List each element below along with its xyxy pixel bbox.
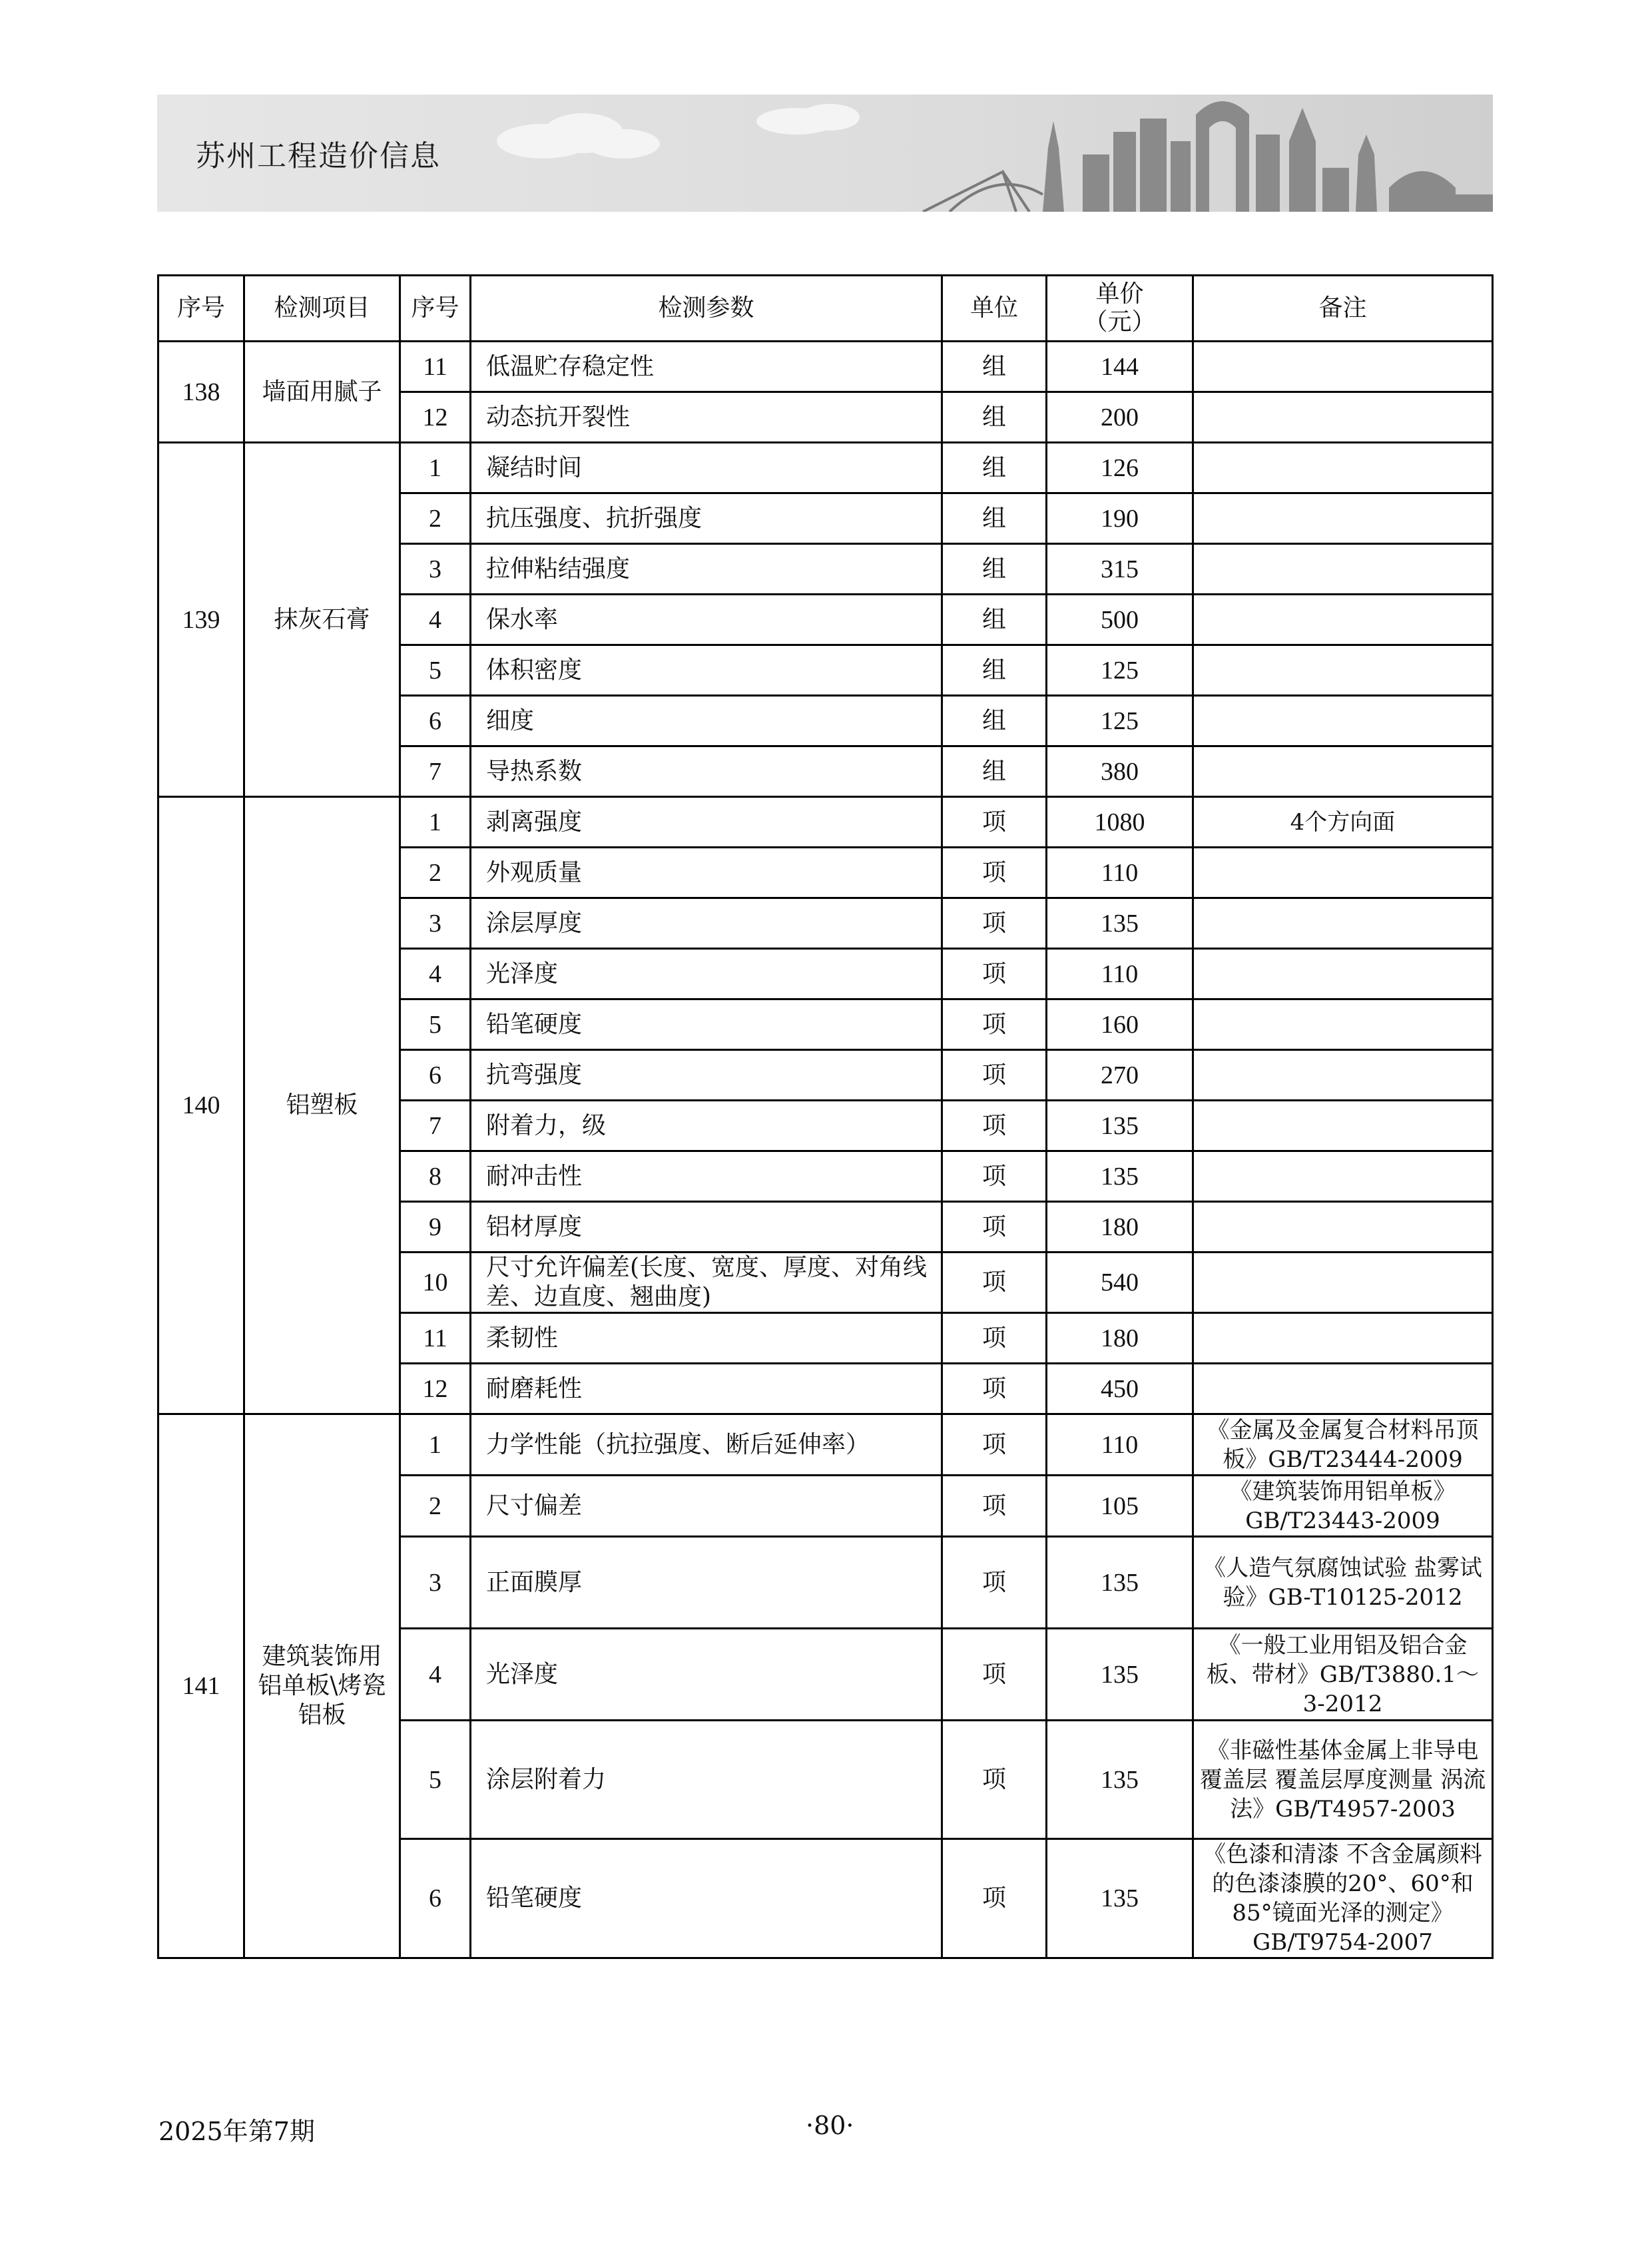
unit-cell: 项 [942,1476,1047,1537]
note-cell [1193,746,1493,797]
sub-serial: 4 [400,949,471,999]
sub-serial: 3 [400,898,471,949]
price-cell: 110 [1047,1414,1193,1476]
unit-cell: 项 [942,1629,1047,1721]
price-cell: 180 [1047,1202,1193,1253]
unit-cell: 组 [942,443,1047,493]
unit-cell: 项 [942,1202,1047,1253]
note-cell [1193,544,1493,595]
price-cell: 144 [1047,342,1193,392]
header-banner [157,95,1493,212]
param-cell: 柔韧性 [471,1313,942,1364]
param-cell: 正面膜厚 [471,1537,942,1629]
param-cell: 铅笔硬度 [471,999,942,1050]
col-price-line2: （元） [1083,308,1156,336]
note-cell [1193,999,1493,1050]
price-cell: 200 [1047,392,1193,443]
price-cell: 125 [1047,645,1193,696]
note-cell [1193,848,1493,898]
table-row [158,443,1493,493]
price-cell: 160 [1047,999,1193,1050]
note-cell [1193,595,1493,645]
price-cell: 1080 [1047,797,1193,848]
param-cell: 尺寸允许偏差(长度、宽度、厚度、对角线差、边直度、翘曲度) [471,1253,942,1313]
sub-serial: 6 [400,1839,471,1958]
group-serial: 138 [158,342,244,443]
unit-cell: 项 [942,797,1047,848]
note-cell [1193,1050,1493,1101]
col-note: 备注 [1193,276,1493,342]
sub-serial: 1 [400,443,471,493]
note-cell [1193,1101,1493,1151]
param-cell: 导热系数 [471,746,942,797]
param-cell: 涂层厚度 [471,898,942,949]
price-cell: 135 [1047,1151,1193,1202]
param-cell: 涂层附着力 [471,1721,942,1839]
price-cell: 540 [1047,1253,1193,1313]
unit-cell: 项 [942,1253,1047,1313]
param-cell: 体积密度 [471,645,942,696]
price-cell: 135 [1047,1629,1193,1721]
sub-serial: 1 [400,1414,471,1476]
group-serial: 141 [158,1414,244,1958]
note-cell [1193,696,1493,746]
sub-serial: 4 [400,595,471,645]
price-cell: 126 [1047,443,1193,493]
price-cell: 135 [1047,1537,1193,1629]
sub-serial: 10 [400,1253,471,1313]
note-cell [1193,342,1493,392]
group-serial: 139 [158,443,244,797]
price-cell: 105 [1047,1476,1193,1537]
sub-serial: 12 [400,1364,471,1414]
table-body [158,342,1493,1958]
unit-cell: 项 [942,1721,1047,1839]
unit-cell: 项 [942,1101,1047,1151]
price-cell: 500 [1047,595,1193,645]
sub-serial: 3 [400,544,471,595]
param-cell: 耐磨耗性 [471,1364,942,1414]
unit-cell: 组 [942,544,1047,595]
unit-cell: 项 [942,1050,1047,1101]
unit-cell: 组 [942,696,1047,746]
sub-serial: 11 [400,342,471,392]
price-cell: 110 [1047,848,1193,898]
param-cell: 抗弯强度 [471,1050,942,1101]
note-cell: 《色漆和清漆 不含金属颜料的色漆漆膜的20°、60°和85°镜面光泽的测定》GB/T9754-2007 [1193,1839,1493,1958]
unit-cell: 项 [942,898,1047,949]
sub-serial: 3 [400,1537,471,1629]
price-cell: 380 [1047,746,1193,797]
group-item: 铝塑板 [244,797,400,1414]
unit-cell: 项 [942,949,1047,999]
price-cell: 315 [1047,544,1193,595]
param-cell: 低温贮存稳定性 [471,342,942,392]
note-cell [1193,1202,1493,1253]
col-serial: 序号 [158,276,244,342]
param-cell: 拉伸粘结强度 [471,544,942,595]
sub-serial: 2 [400,1476,471,1537]
table-row [158,797,1493,848]
param-cell: 细度 [471,696,942,746]
note-cell [1193,898,1493,949]
col-price [1047,276,1193,342]
price-cell: 450 [1047,1364,1193,1414]
sub-serial: 6 [400,696,471,746]
price-cell: 110 [1047,949,1193,999]
price-cell: 125 [1047,696,1193,746]
col-unit: 单位 [942,276,1047,342]
unit-cell: 项 [942,1364,1047,1414]
price-cell: 180 [1047,1313,1193,1364]
table-row [158,342,1493,392]
param-cell: 尺寸偏差 [471,1476,942,1537]
unit-cell: 组 [942,645,1047,696]
note-cell: 《建筑装饰用铝单板》GB/T23443-2009 [1193,1476,1493,1537]
param-cell: 力学性能（抗拉强度、断后延伸率） [471,1414,942,1476]
note-cell: 4个方向面 [1193,797,1493,848]
price-cell: 135 [1047,1839,1193,1958]
unit-cell: 项 [942,1313,1047,1364]
unit-cell: 组 [942,595,1047,645]
price-cell: 135 [1047,1721,1193,1839]
note-cell [1193,392,1493,443]
price-cell: 135 [1047,898,1193,949]
note-cell [1193,443,1493,493]
unit-cell: 项 [942,1414,1047,1476]
unit-cell: 项 [942,999,1047,1050]
note-cell [1193,1253,1493,1313]
price-cell: 190 [1047,493,1193,544]
sub-serial: 5 [400,999,471,1050]
col-param: 检测参数 [471,276,942,342]
col-item: 检测项目 [244,276,400,342]
sub-serial: 7 [400,746,471,797]
sub-serial: 5 [400,645,471,696]
sub-serial: 12 [400,392,471,443]
price-cell: 135 [1047,1101,1193,1151]
param-cell: 凝结时间 [471,443,942,493]
sub-serial: 6 [400,1050,471,1101]
group-item: 墙面用腻子 [244,342,400,443]
table-row [158,1414,1493,1476]
param-cell: 光泽度 [471,1629,942,1721]
param-cell: 抗压强度、抗折强度 [471,493,942,544]
param-cell: 附着力，级 [471,1101,942,1151]
note-cell [1193,493,1493,544]
col-price-line1: 单价 [1095,280,1144,308]
sub-serial: 2 [400,848,471,898]
publication-title: 苏州工程造价信息 [196,139,441,173]
param-cell: 耐冲击性 [471,1151,942,1202]
note-cell: 《人造气氛腐蚀试验 盐雾试验》GB-T10125-2012 [1193,1537,1493,1629]
group-item: 建筑装饰用铝单板\烤瓷铝板 [244,1414,400,1958]
note-cell [1193,1364,1493,1414]
param-cell: 动态抗开裂性 [471,392,942,443]
group-item: 抹灰石膏 [244,443,400,797]
sub-serial: 4 [400,1629,471,1721]
header-row [158,276,1493,342]
sub-serial: 1 [400,797,471,848]
note-cell: 《非磁性基体金属上非导电覆盖层 覆盖层厚度测量 涡流法》GB/T4957-2003 [1193,1721,1493,1839]
sub-serial: 8 [400,1151,471,1202]
sub-serial: 9 [400,1202,471,1253]
note-cell [1193,949,1493,999]
col-sub-serial: 序号 [400,276,471,342]
price-table [157,274,1494,1959]
note-cell [1193,1151,1493,1202]
sub-serial: 5 [400,1721,471,1839]
footer-issue: 2025年第7期 [158,2117,315,2146]
sub-serial: 7 [400,1101,471,1151]
param-cell: 剥离强度 [471,797,942,848]
param-cell: 外观质量 [471,848,942,898]
note-cell [1193,645,1493,696]
param-cell: 光泽度 [471,949,942,999]
note-cell: 《一般工业用铝及铝合金板、带材》GB/T3880.1～3-2012 [1193,1629,1493,1721]
unit-cell: 组 [942,342,1047,392]
unit-cell: 组 [942,493,1047,544]
sub-serial: 11 [400,1313,471,1364]
unit-cell: 项 [942,1839,1047,1958]
unit-cell: 组 [942,392,1047,443]
unit-cell: 项 [942,1537,1047,1629]
unit-cell: 组 [942,746,1047,797]
param-cell: 保水率 [471,595,942,645]
unit-cell: 项 [942,1151,1047,1202]
footer-page-number: ·80· [806,2111,854,2140]
note-cell [1193,1313,1493,1364]
price-cell: 270 [1047,1050,1193,1101]
group-serial: 140 [158,797,244,1414]
unit-cell: 项 [942,848,1047,898]
param-cell: 铅笔硬度 [471,1839,942,1958]
note-cell: 《金属及金属复合材料吊顶板》GB/T23444-2009 [1193,1414,1493,1476]
sub-serial: 2 [400,493,471,544]
param-cell: 铝材厚度 [471,1202,942,1253]
